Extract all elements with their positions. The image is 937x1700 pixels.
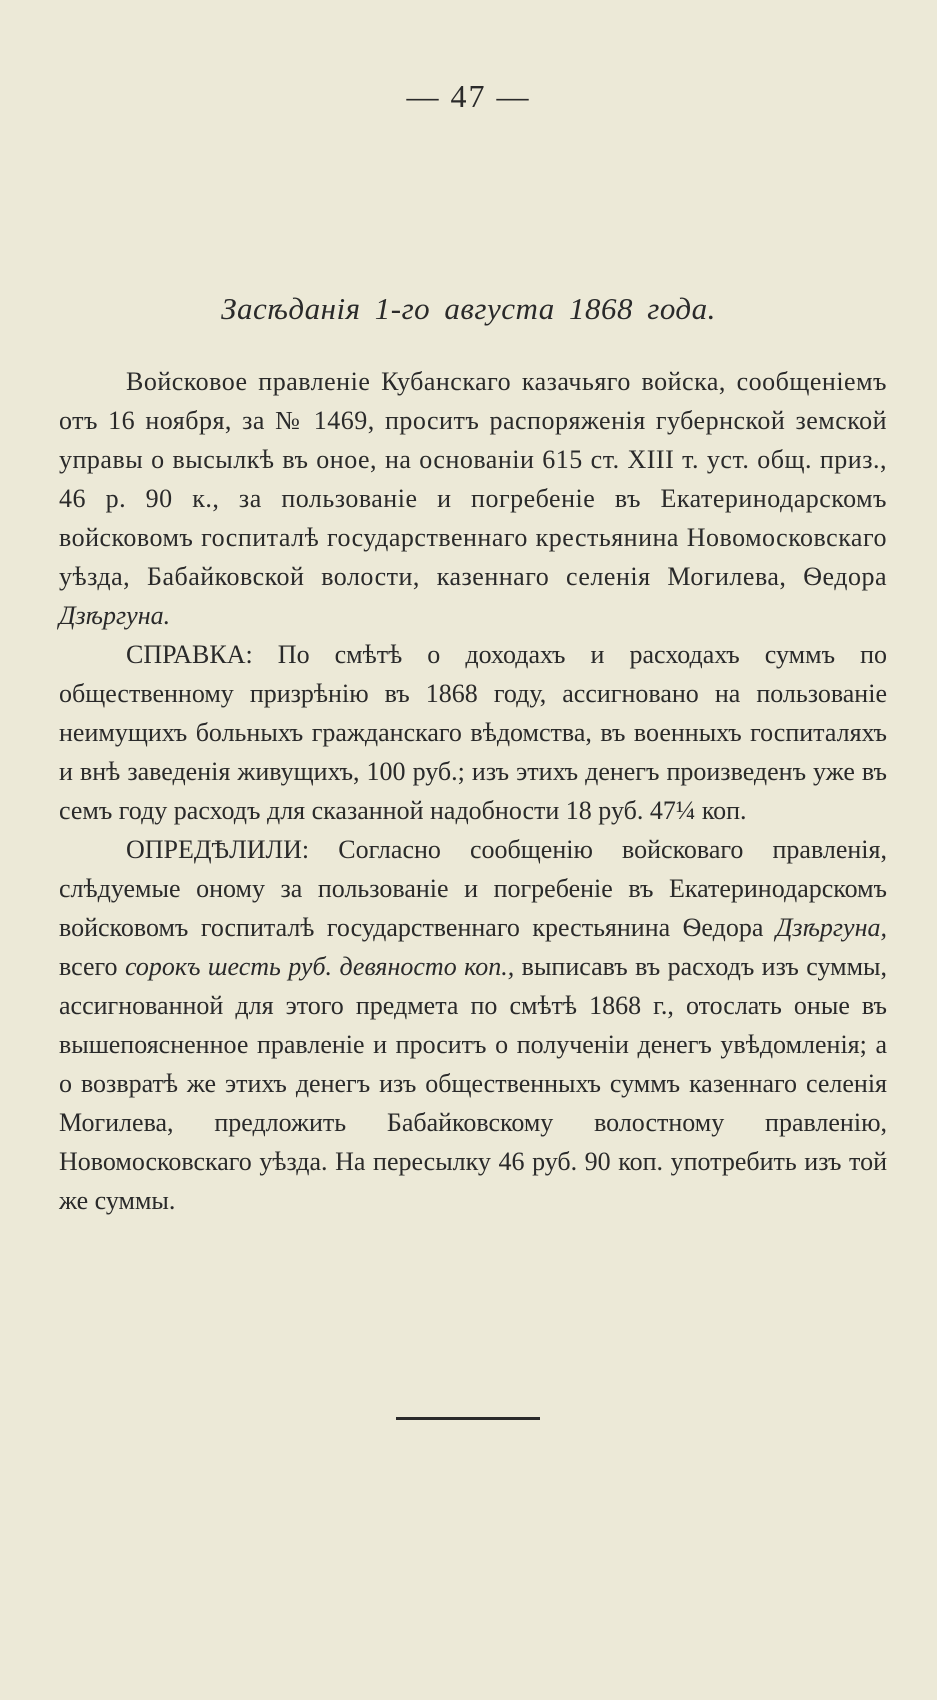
decision-label: ОПРЕДѢЛИЛИ: (126, 835, 310, 864)
paragraph-request-text: Войсковое правленіе Кубанскаго казачьяго войска, сообщеніемъ отъ 16 ноября, за № 1469, проситъ распоряженія губернской земской управы о высылкѣ въ оное, на основаніи 615 ст. XIII т. уст. общ. приз., 46 р. 90 к., за пользованіе и погребеніе въ Екатеринодарскомъ войсковомъ госпиталѣ государственнаго крестьянина Новомосковскаго уѣзда, Бабайковской волости, казеннаго селенія Могилева, Ѳедора (59, 367, 887, 591)
body-text (59, 362, 887, 1220)
decision-sum-words: сорокъ шесть руб. девяносто коп., (124, 952, 515, 981)
decision-patient-name: Дзѣргуна, (775, 913, 887, 942)
decision-text-a: Согласно сообщенію войсковаго правленія, слѣдуемые оному за пользованіе и погребеніе въ Екатеринодарскомъ войсковомъ госпиталѣ государственнаго крестьянина Ѳедора (59, 835, 887, 942)
paragraph-reference-text: По смѣтѣ о доходахъ и расходахъ суммъ по общественному призрѣнію въ 1868 году, ассигновано на пользованіе неимущихъ больныхъ гражданскаго вѣдомства, въ военныхъ госпиталяхъ и внѣ заведенія живущихъ, 100 руб.; изъ этихъ денегъ произведенъ уже въ семъ году расходъ для сказанной надобности 18 руб. 47¼ коп. (59, 640, 887, 825)
decision-text-c: выписавъ въ расходъ изъ суммы, ассигнованной для этого предмета по смѣтѣ 1868 г., отослать оные въ вышепоясненное правленіе и проситъ о полученіи денегъ увѣдомленія; а о возвратѣ же этихъ денегъ изъ общественныхъ суммъ казеннаго селенія Могилева, предложить Бабайковскому волостному правленію, Новомосковскаго уѣзда. На пересылку 46 руб. 90 коп. употребить изъ той же суммы. (59, 952, 887, 1215)
patient-name: Дзѣргуна. (59, 601, 171, 630)
closing-rule (396, 1417, 540, 1420)
decision-text-b: всего (59, 952, 125, 981)
paragraph-request (59, 362, 887, 635)
reference-label: СПРАВКА: (126, 640, 253, 669)
paragraph-reference (59, 635, 887, 830)
page-number: — 47 — (406, 78, 531, 114)
paragraph-decision (59, 830, 887, 1220)
session-heading: Засѣданія 1-го августа 1868 года. (221, 291, 716, 326)
